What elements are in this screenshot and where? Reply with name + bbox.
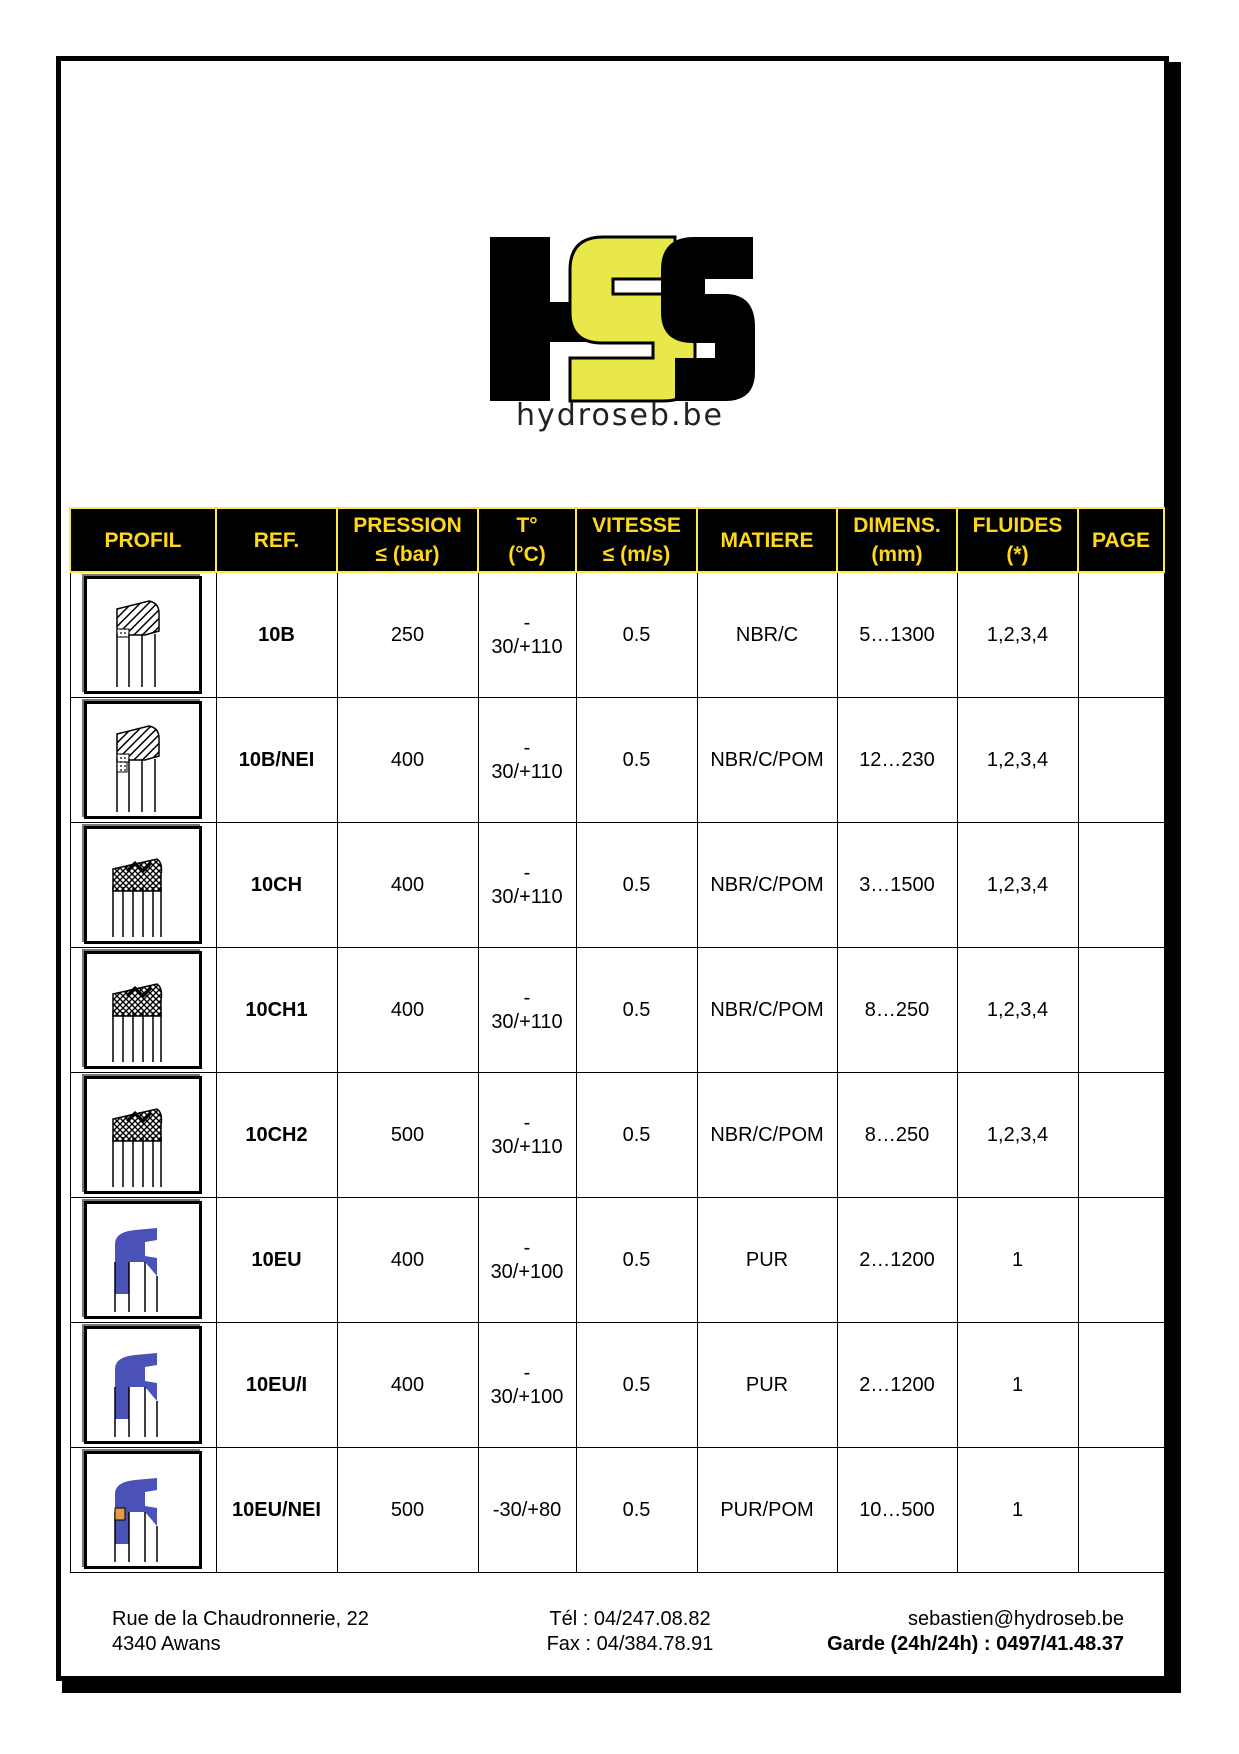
temp-range: -30/+80 <box>492 1499 562 1521</box>
address-line-1: Rue de la Chaudronnerie, 22 <box>112 1608 369 1630</box>
cell-profil <box>70 948 216 1073</box>
table-row <box>70 572 1164 698</box>
cell-ref: 10B <box>216 572 337 698</box>
cell-temp <box>478 948 576 1073</box>
cell-matiere: PUR/POM <box>697 1448 837 1573</box>
tel-text: Tél : 04/247.08.82 <box>549 1608 711 1630</box>
cell-temp <box>478 698 576 823</box>
cell-matiere: NBR/C/POM <box>697 823 837 948</box>
cell-vitesse: 0.5 <box>576 1073 697 1198</box>
cell-page <box>1078 823 1164 948</box>
table-row <box>70 698 1164 823</box>
temp-range: 30/+110 <box>491 761 563 783</box>
table-row <box>70 1448 1164 1573</box>
header-dimens: DIMENS. (mm) <box>837 508 957 572</box>
cell-matiere: PUR <box>697 1323 837 1448</box>
cell-ref: 10EU/I <box>216 1323 337 1448</box>
cell-matiere: NBR/C <box>697 572 837 698</box>
cell-fluides: 1,2,3,4 <box>957 948 1078 1073</box>
temp-sign: - <box>523 1362 531 1384</box>
cell-dimens: 2…1200 <box>837 1198 957 1323</box>
cell-ref: 10CH2 <box>216 1073 337 1198</box>
cell-temp <box>478 1323 576 1448</box>
pur-seal-pom-icon <box>84 1451 202 1569</box>
footer-phone <box>500 1607 760 1657</box>
cell-profil <box>70 1448 216 1573</box>
header-page: PAGE <box>1078 508 1164 572</box>
cell-vitesse: 0.5 <box>576 698 697 823</box>
temp-range: 30/+110 <box>491 1136 563 1158</box>
cell-dimens: 12…230 <box>837 698 957 823</box>
cell-ref: 10EU/NEI <box>216 1448 337 1573</box>
header-vitesse: VITESSE ≤ (m/s) <box>576 508 697 572</box>
cell-page <box>1078 1323 1164 1448</box>
cell-fluides: 1,2,3,4 <box>957 1073 1078 1198</box>
cell-fluides: 1 <box>957 1323 1078 1448</box>
cell-vitesse: 0.5 <box>576 948 697 1073</box>
product-table <box>69 507 1165 1573</box>
cell-profil <box>70 823 216 948</box>
pur-seal-icon <box>84 1326 202 1444</box>
cell-profil <box>70 698 216 823</box>
table-row <box>70 1323 1164 1448</box>
cell-ref: 10CH <box>216 823 337 948</box>
cell-dimens: 2…1200 <box>837 1323 957 1448</box>
footer-contact <box>827 1607 1124 1657</box>
header-matiere: MATIERE <box>697 508 837 572</box>
temp-sign: - <box>523 737 531 759</box>
temp-sign: - <box>523 987 531 1009</box>
cell-profil <box>70 1323 216 1448</box>
cell-fluides: 1 <box>957 1448 1078 1573</box>
cell-pression: 400 <box>337 1198 478 1323</box>
cell-dimens: 8…250 <box>837 1073 957 1198</box>
header-ref: REF. <box>216 508 337 572</box>
cell-pression: 400 <box>337 1323 478 1448</box>
pur-seal-icon <box>84 1201 202 1319</box>
cell-dimens: 5…1300 <box>837 572 957 698</box>
cell-dimens: 3…1500 <box>837 823 957 948</box>
table-row <box>70 1073 1164 1198</box>
chevron-seal-icon <box>84 951 202 1069</box>
temp-range: 30/+100 <box>490 1386 564 1408</box>
cell-ref: 10EU <box>216 1198 337 1323</box>
temp-range: 30/+100 <box>490 1261 564 1283</box>
table-row <box>70 823 1164 948</box>
footer-address <box>112 1607 369 1657</box>
cell-temp <box>478 823 576 948</box>
header-profil: PROFIL <box>70 508 216 572</box>
table-row <box>70 1198 1164 1323</box>
cell-temp <box>478 572 576 698</box>
temp-sign: - <box>523 1237 531 1259</box>
cell-profil <box>70 1198 216 1323</box>
cell-pression: 500 <box>337 1448 478 1573</box>
cell-fluides: 1,2,3,4 <box>957 698 1078 823</box>
cell-ref: 10B/NEI <box>216 698 337 823</box>
cell-temp <box>478 1448 576 1573</box>
header-pression: PRESSION ≤ (bar) <box>337 508 478 572</box>
cell-vitesse: 0.5 <box>576 1448 697 1573</box>
cell-page <box>1078 1198 1164 1323</box>
table-header-row <box>70 508 1164 572</box>
temp-range: 30/+110 <box>491 1011 563 1033</box>
cell-page <box>1078 698 1164 823</box>
cell-vitesse: 0.5 <box>576 823 697 948</box>
cell-matiere: NBR/C/POM <box>697 698 837 823</box>
cell-pression: 250 <box>337 572 478 698</box>
temp-range: 30/+110 <box>491 636 563 658</box>
cell-pression: 400 <box>337 823 478 948</box>
cell-matiere: NBR/C/POM <box>697 1073 837 1198</box>
temp-sign: - <box>523 1112 531 1134</box>
cell-vitesse: 0.5 <box>576 1198 697 1323</box>
cell-page <box>1078 572 1164 698</box>
cell-pression: 500 <box>337 1073 478 1198</box>
cell-page <box>1078 948 1164 1073</box>
cell-temp <box>478 1073 576 1198</box>
cell-profil <box>70 1073 216 1198</box>
address-line-2: 4340 Awans <box>112 1633 221 1655</box>
cell-temp <box>478 1198 576 1323</box>
cell-page <box>1078 1448 1164 1573</box>
table-row <box>70 948 1164 1073</box>
hatched-seal-ring-icon <box>84 701 202 819</box>
cell-dimens: 10…500 <box>837 1448 957 1573</box>
cell-fluides: 1,2,3,4 <box>957 572 1078 698</box>
cell-pression: 400 <box>337 698 478 823</box>
header-temperature: T° (°C) <box>478 508 576 572</box>
temp-sign: - <box>523 612 531 634</box>
cell-matiere: PUR <box>697 1198 837 1323</box>
garde-text: Garde (24h/24h) : 0497/41.48.37 <box>827 1633 1124 1655</box>
hatched-seal-icon <box>84 576 202 694</box>
email-link[interactable]: sebastien@hydroseb.be <box>908 1608 1124 1630</box>
cell-ref: 10CH1 <box>216 948 337 1073</box>
cell-vitesse: 0.5 <box>576 572 697 698</box>
cell-pression: 400 <box>337 948 478 1073</box>
header-fluides: FLUIDES (*) <box>957 508 1078 572</box>
fax-text: Fax : 04/384.78.91 <box>546 1633 714 1655</box>
chevron-seal-icon <box>84 826 202 944</box>
website-text: hydroseb.be <box>515 398 724 433</box>
cell-page <box>1078 1073 1164 1198</box>
temp-sign: - <box>523 862 531 884</box>
cell-vitesse: 0.5 <box>576 1323 697 1448</box>
cell-matiere: NBR/C/POM <box>697 948 837 1073</box>
cell-fluides: 1,2,3,4 <box>957 823 1078 948</box>
temp-range: 30/+110 <box>491 886 563 908</box>
cell-fluides: 1 <box>957 1198 1078 1323</box>
cell-dimens: 8…250 <box>837 948 957 1073</box>
cell-profil <box>70 572 216 698</box>
chevron-seal-icon <box>84 1076 202 1194</box>
